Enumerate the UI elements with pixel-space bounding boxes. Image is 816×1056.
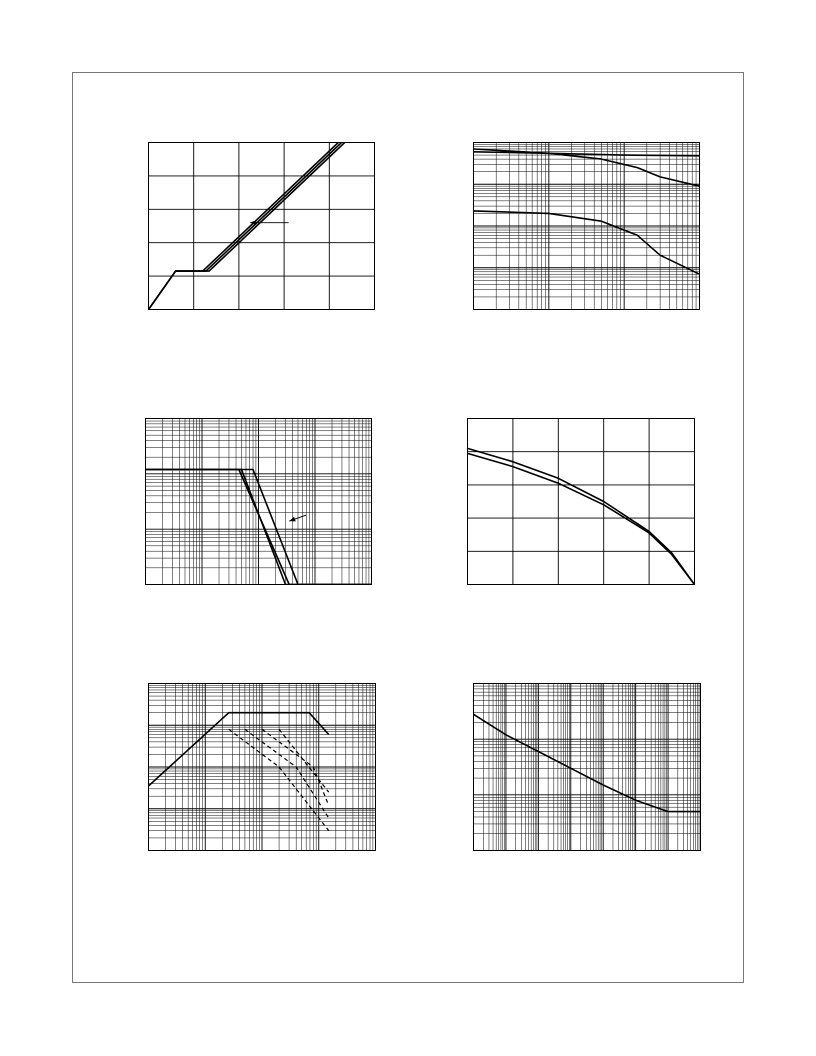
- plot-4: [467, 418, 695, 585]
- plot-6-svg: [473, 683, 701, 851]
- plot-5-svg: [148, 683, 376, 851]
- plot-6: [473, 683, 701, 851]
- plot-3-svg: [145, 418, 372, 585]
- plot-2: [473, 142, 700, 310]
- plot-area: [148, 142, 375, 310]
- plot-3: [145, 418, 372, 585]
- plot-5: [148, 683, 376, 851]
- plot-1: [148, 142, 375, 310]
- plot-area: [467, 418, 695, 585]
- plot-4-svg: [467, 418, 695, 585]
- plot-1-svg: [148, 142, 375, 310]
- plot-2-svg: [473, 142, 700, 310]
